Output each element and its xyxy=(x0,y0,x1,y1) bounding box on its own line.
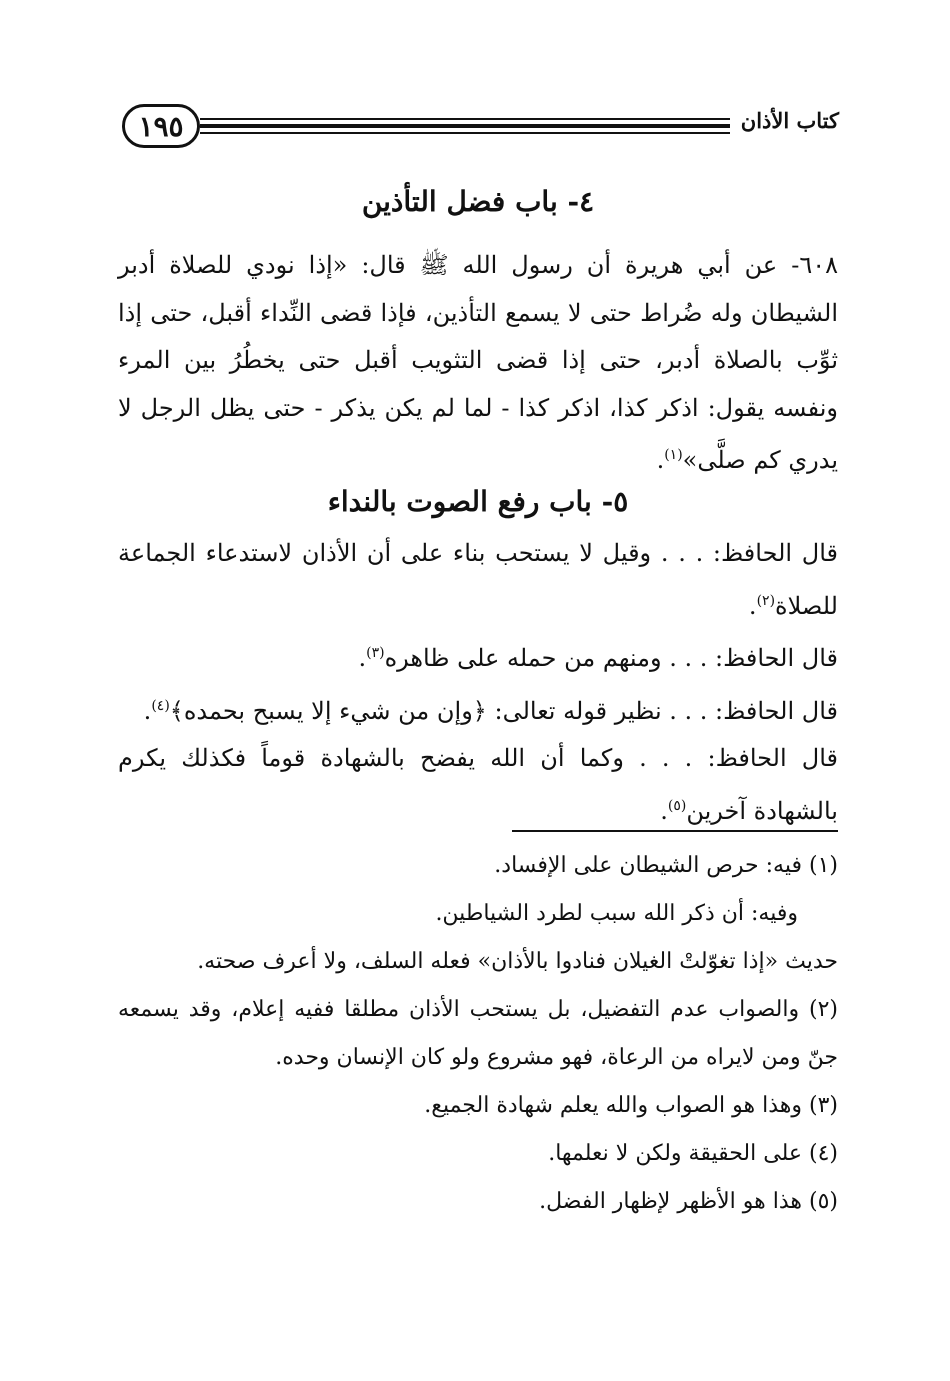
quote-text: قال الحافظ: . . . نظير قوله تعالى: ﴿وإن من شيء إلا يسبح بحمده﴾ xyxy=(169,696,838,725)
punctuation: . xyxy=(748,591,757,620)
footnote: (٢) والصواب عدم التفضيل، بل يستحب الأذان مطلقا ففيه إعلام، وقد يسمعه جنّ ومن لايراه من الرعاة، فهو مشروع ولو كان الإنسان وحده. xyxy=(118,997,838,1070)
section-heading: ٤- باب فضل التأذين xyxy=(361,185,595,218)
main-text xyxy=(118,180,838,835)
quote-paragraph xyxy=(118,630,838,683)
footnote-separator xyxy=(512,830,838,832)
header-rule xyxy=(200,124,730,128)
quote-text: قال الحافظ: . . . وكما أن الله يفضح بالشهادة قوماً فكذلك يكرم بالشهادة آخرين xyxy=(118,744,838,825)
quote-paragraph xyxy=(118,530,838,630)
quote-text: قال الحافظ: . . . وقيل لا يستحب بناء على أن الأذان لاستدعاء الجماعة للصلاة xyxy=(118,539,838,620)
section-heading: ٥- باب رفع الصوت بالنداء xyxy=(327,485,629,518)
hadith-paragraph xyxy=(118,242,838,480)
page-number: ١٩٥ xyxy=(122,104,200,148)
footnote: (١) فيه: حرص الشيطان على الإفساد. xyxy=(494,853,838,878)
footnote: حديث «إذا تغوّلتْ الغيلان فنادوا بالأذان» فعله السلف، ولا أعرف صحته. xyxy=(197,949,838,974)
footnote: (٥) هذا هو الأظهر لإظهار الفضل. xyxy=(539,1189,838,1214)
footnote: (٣) وهذا هو الصواب والله يعلم شهادة الجميع. xyxy=(424,1093,838,1118)
header-rule xyxy=(200,132,730,134)
footnote-ref: (٥) xyxy=(667,797,687,814)
punctuation: . xyxy=(143,696,152,725)
punctuation: . xyxy=(656,446,665,474)
punctuation: . xyxy=(660,796,668,825)
chapter-title: كتاب الأذان xyxy=(740,108,839,133)
punctuation: . xyxy=(358,644,367,672)
footnote-ref: (١) xyxy=(664,447,683,463)
quote-paragraph xyxy=(118,683,838,736)
page-header xyxy=(0,0,950,170)
header-rule xyxy=(200,118,730,120)
hadith-text: ٦٠٨- عن أبي هريرة أن رسول الله ﷺ قال: «إذا نودي للصلاة أدبر الشيطان وله ضُراط حتى لا يسمع التأذين، فإذا قضى النِّداء أقبل، حتى إذا ثوِّب بالصلاة أدبر، حتى إذا قضى التثويب أقبل حتى يخطُرُ بين المرء ونفسه يقول: اذكر كذا، اذكر كذا - لما لم يكن يذكر - حتى يظل الرجل لا يدري كم صلَّى» xyxy=(118,251,838,474)
footnote: وفيه: أن ذكر الله سبب لطرد الشياطين. xyxy=(435,901,798,926)
quote-paragraph xyxy=(118,735,838,835)
footnote-ref: (٢) xyxy=(756,592,776,609)
footnote: (٤) على الحقيقة ولكن لا نعلمها. xyxy=(548,1141,838,1166)
footnote-ref: (٤) xyxy=(151,697,170,714)
quote-text: قال الحافظ: . . . ومنهم من حمله على ظاهره xyxy=(384,644,838,672)
footnote-ref: (٣) xyxy=(366,645,385,661)
footnotes xyxy=(118,842,838,1226)
